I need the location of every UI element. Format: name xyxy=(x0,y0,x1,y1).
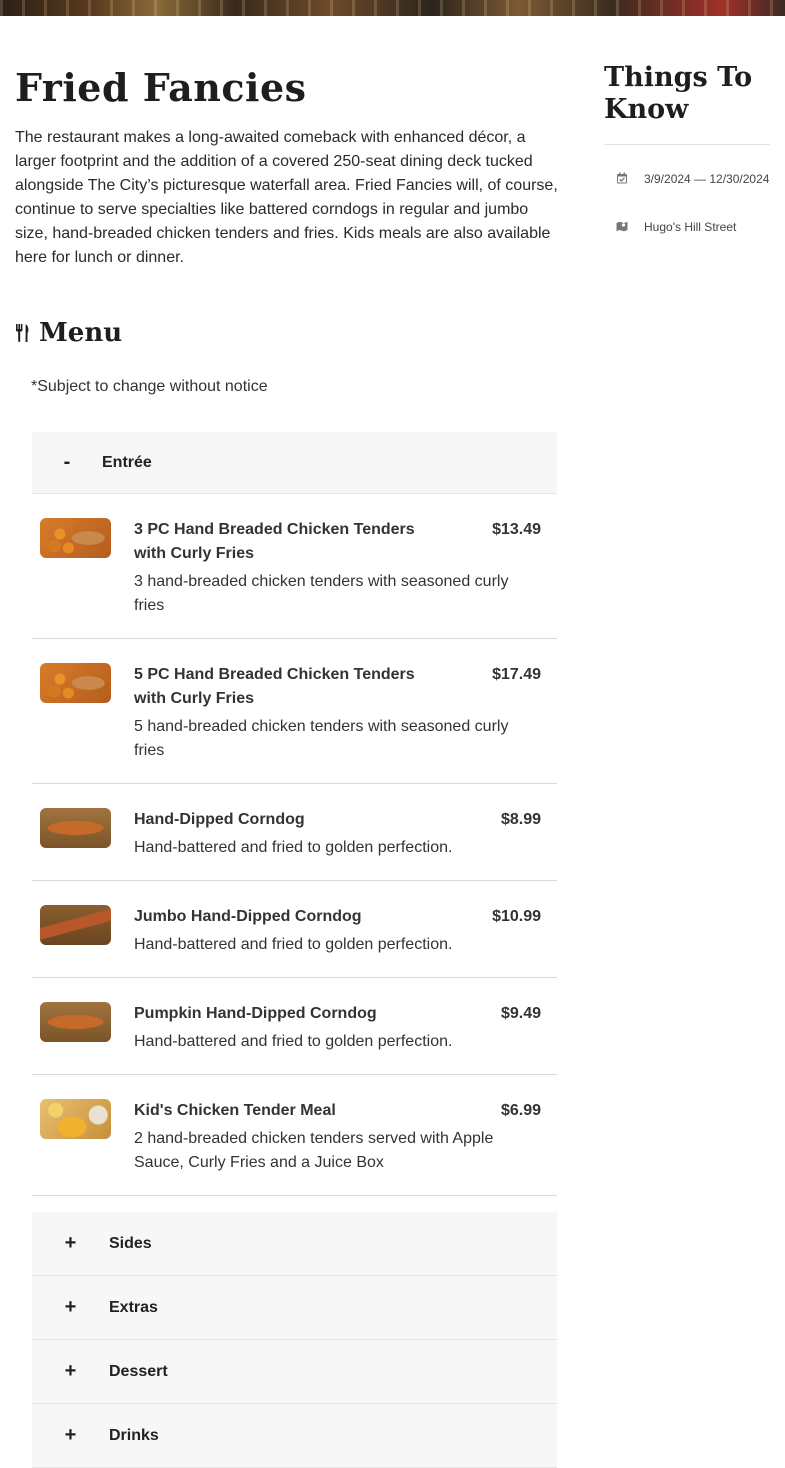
menu-notice: *Subject to change without notice xyxy=(31,378,268,395)
pumpkin-corndog-image xyxy=(40,1002,111,1042)
item-description: 2 hand-breaded chicken tenders served with Apple Sauce, Curly Fries and a Juice Box xyxy=(134,1130,494,1171)
location-link[interactable]: Hugo's Hill Street xyxy=(644,220,737,234)
event-dates xyxy=(604,167,770,191)
item-price: $8.99 xyxy=(500,811,541,828)
hero-image xyxy=(0,0,785,16)
section-title: Drinks xyxy=(109,1426,159,1444)
menu-item xyxy=(32,784,557,881)
item-description: Hand-battered and fried to golden perfection. xyxy=(134,839,453,856)
section-header-sides[interactable] xyxy=(32,1212,557,1276)
menu-accordion xyxy=(32,432,557,1468)
item-price: $9.49 xyxy=(500,1005,541,1022)
section-title: Dessert xyxy=(109,1362,168,1380)
chicken-tenders-image xyxy=(40,518,111,558)
item-price: $6.99 xyxy=(500,1102,541,1119)
item-description: 5 hand-breaded chicken tenders with seasoned curly fries xyxy=(134,718,509,759)
expand-icon[interactable]: + xyxy=(64,1296,77,1318)
section-title: Sides xyxy=(109,1234,152,1252)
menu-item xyxy=(32,1075,557,1196)
menu-item xyxy=(32,881,557,978)
item-name: 3 PC Hand Breaded Chicken Tenders with Curly Fries xyxy=(134,521,415,562)
main-content xyxy=(15,60,565,270)
menu-title: Menu xyxy=(39,318,123,348)
corndog-image xyxy=(40,808,111,848)
expand-icon[interactable]: + xyxy=(64,1232,77,1254)
menu-heading xyxy=(15,318,122,348)
map-icon xyxy=(616,220,628,232)
expand-icon[interactable]: + xyxy=(64,1360,77,1382)
menu-item xyxy=(32,639,557,784)
item-description: 3 hand-breaded chicken tenders with seasoned curly fries xyxy=(134,573,509,614)
things-to-know-heading: Things To Know xyxy=(604,62,770,145)
expand-icon[interactable]: + xyxy=(64,1424,77,1446)
item-name: Pumpkin Hand-Dipped Corndog xyxy=(134,1005,377,1022)
event-dates-text: 3/9/2024 — 12/30/2024 xyxy=(644,172,770,186)
utensils-icon xyxy=(15,324,31,342)
things-to-know-panel xyxy=(604,62,770,239)
item-description: Hand-battered and fried to golden perfection. xyxy=(134,1033,453,1050)
chicken-tenders-image xyxy=(40,663,111,703)
item-price: $17.49 xyxy=(492,666,541,683)
collapse-icon[interactable]: - xyxy=(63,451,71,473)
menu-item xyxy=(32,978,557,1075)
section-title: Entrée xyxy=(102,453,152,471)
section-header-dessert[interactable] xyxy=(32,1340,557,1404)
menu-item xyxy=(32,494,557,639)
page-title: Fried Fancies xyxy=(15,65,307,110)
section-header-extras[interactable] xyxy=(32,1276,557,1340)
restaurant-description: The restaurant makes a long-awaited comeback with enhanced décor, a larger footprint and the addition of a covered 250-seat dining deck tucked alongside The City’s picturesque waterfall area. Fried Fancies will, of course, continue to serve specialties like battered corndogs in regular and jumbo size, hand-breaded chicken tenders and fries. Kids meals are also available here for lunch or dinner. xyxy=(15,129,558,266)
item-price: $13.49 xyxy=(492,521,541,538)
item-description: Hand-battered and fried to golden perfection. xyxy=(134,936,453,953)
event-location xyxy=(604,215,770,239)
jumbo-corndog-image xyxy=(40,905,111,945)
item-name: 5 PC Hand Breaded Chicken Tenders with Curly Fries xyxy=(134,666,415,707)
item-name: Jumbo Hand-Dipped Corndog xyxy=(134,908,362,925)
calendar-check-icon xyxy=(616,172,628,184)
section-header-entree[interactable] xyxy=(32,432,557,494)
item-name: Kid's Chicken Tender Meal xyxy=(134,1102,336,1119)
item-name: Hand-Dipped Corndog xyxy=(134,811,305,828)
collapsed-sections xyxy=(32,1212,557,1468)
section-title: Extras xyxy=(109,1298,158,1316)
kids-meal-image xyxy=(40,1099,111,1139)
item-price: $10.99 xyxy=(492,908,541,925)
section-header-drinks[interactable] xyxy=(32,1404,557,1468)
